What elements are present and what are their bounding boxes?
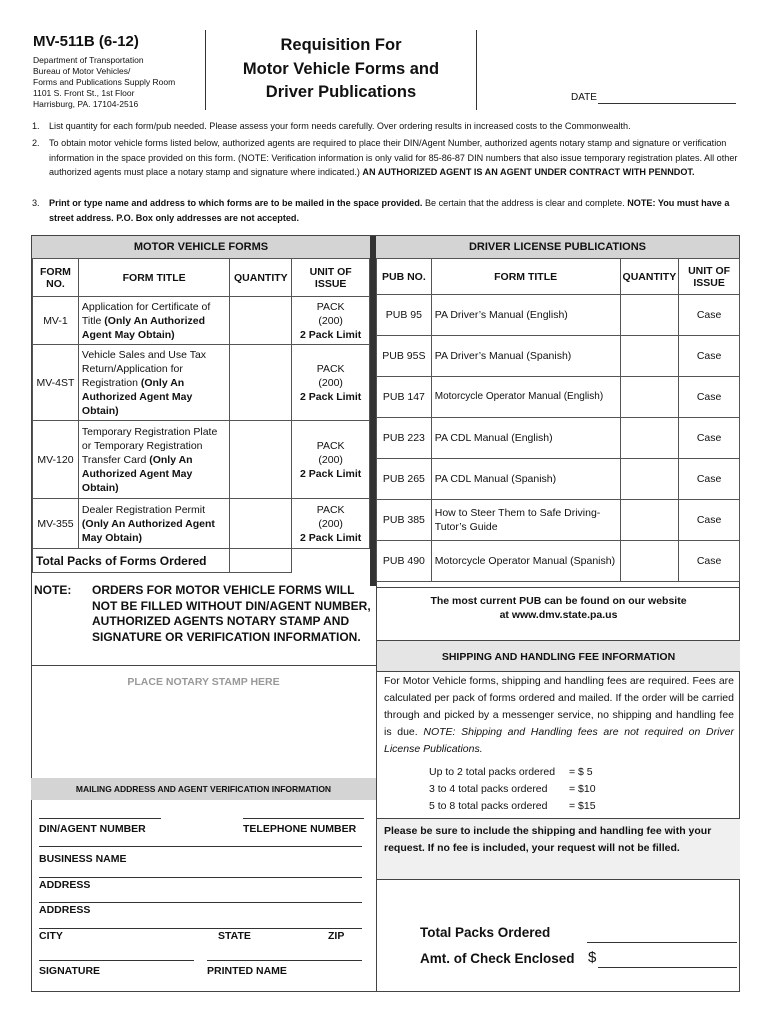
- instruction-text: Be certain that the address is clear and complete.: [424, 198, 625, 208]
- shipping-heading: SHIPPING AND HANDLING FEE INFORMATION: [377, 640, 740, 672]
- unit-value: (200): [318, 517, 343, 530]
- column-header: UNIT OF ISSUE: [679, 259, 740, 295]
- dept-line: Harrisburg, PA. 17104-2516: [33, 99, 139, 109]
- quantity-input[interactable]: [620, 418, 679, 459]
- form-title-restriction: (Only An Authorized Agent May Obtain): [81, 517, 215, 544]
- instruction-2: [32, 136, 742, 180]
- form-number: MV-511B (6-12): [33, 33, 139, 50]
- unit-value: PACK: [316, 439, 345, 452]
- total-packs-ordered-label: Total Packs Ordered: [420, 925, 551, 940]
- unit-value: PACK: [316, 362, 345, 375]
- pub-number-cell: PUB 147: [377, 377, 432, 418]
- fee-row: [429, 781, 596, 798]
- address-input[interactable]: [39, 902, 362, 903]
- instruction-number: 2.: [32, 138, 40, 148]
- unit-cell: [292, 345, 370, 421]
- dept-line: 1101 S. Front St., 1st Floor: [33, 88, 135, 98]
- shipping-paragraph: [384, 673, 734, 758]
- dept-line: Forms and Publications Supply Room: [33, 77, 176, 87]
- pub-number-cell: PUB 95: [377, 295, 432, 336]
- unit-cell: [292, 421, 370, 499]
- pub-title-cell: How to Steer Them to Safe Driving-Tutor’s Guide: [431, 500, 620, 541]
- instruction-text: To obtain motor vehicle forms listed below, authorized agents are required to place their DIN/Agent Number, authorized agents notary stamp and signature or verification information in the space provided on this form. (NOTE: Verification information is only valid for 85-86-87 DIN numbers that also issue temporary registration plates. All other authorized agents must place a notary stamp and signature where indicated.): [49, 138, 738, 177]
- column-header: QUANTITY: [230, 259, 292, 297]
- divider: [31, 665, 376, 666]
- quantity-input[interactable]: [230, 499, 292, 549]
- date-label: DATE: [571, 92, 597, 103]
- printed-name-input[interactable]: [207, 960, 362, 961]
- business-name-input[interactable]: [39, 877, 362, 878]
- unit-cell: Case: [679, 541, 740, 582]
- total-packs-ordered-input[interactable]: [587, 942, 737, 943]
- title-line: Motor Vehicle Forms and: [242, 59, 440, 78]
- quantity-input[interactable]: [230, 421, 292, 499]
- note-text: ORDERS FOR MOTOR VEHICLE FORMS WILL NOT BE FILLED WITHOUT DIN/AGENT NUMBER, AUTHORIZED AGENTS NOTARY STAMP AND SIGNATURE OR VERIFICATION INFORMATION.: [92, 583, 371, 644]
- quantity-input[interactable]: [620, 459, 679, 500]
- total-packs-label: Total Packs of Forms Ordered: [33, 549, 230, 573]
- unit-value: PACK: [316, 300, 345, 313]
- driver-publications-table: [376, 258, 740, 582]
- title-line: Requisition For: [280, 36, 402, 54]
- column-header: FORM NO.: [33, 259, 79, 297]
- unit-cell: Case: [679, 500, 740, 541]
- quantity-input[interactable]: [620, 336, 679, 377]
- column-header: QUANTITY: [620, 259, 679, 295]
- form-title-cell: [78, 421, 229, 499]
- table-row: [377, 295, 740, 336]
- instruction-number: 3.: [32, 198, 40, 208]
- website-notice: [377, 587, 740, 637]
- business-name-label: BUSINESS NAME: [39, 853, 127, 865]
- pub-number-cell: PUB 490: [377, 541, 432, 582]
- form-title-cell: [78, 499, 229, 549]
- pub-number-cell: PUB 95S: [377, 336, 432, 377]
- fee-amount: = $ 5: [569, 766, 593, 778]
- fee-amount: = $15: [569, 800, 596, 812]
- form-number-cell: MV-1: [33, 297, 79, 345]
- instruction-1: [32, 119, 742, 134]
- column-header: PUB NO.: [377, 259, 432, 295]
- motor-vehicle-forms-heading: MOTOR VEHICLE FORMS: [32, 236, 370, 258]
- unit-cell: Case: [679, 459, 740, 500]
- form-title-cell: [78, 345, 229, 421]
- note-label: NOTE:: [34, 583, 72, 597]
- address-label: ADDRESS: [39, 879, 91, 891]
- form-title-restriction: (Only An Authorized Agent May Obtain): [81, 376, 193, 417]
- instruction-bold: NOTE: You must have a street address. P.O. Box only addresses are not accepted.: [49, 198, 730, 223]
- unit-cell: [292, 297, 370, 345]
- state-label: STATE: [218, 930, 251, 942]
- pub-title-cell: PA CDL Manual (English): [431, 418, 620, 459]
- department-address: [33, 55, 175, 110]
- unit-limit: 2 Pack Limit: [300, 467, 362, 480]
- form-title: Vehicle Sales and Use Tax Return/Application for Registration: [81, 348, 207, 389]
- form-number-cell: MV-120: [33, 421, 79, 499]
- column-header: UNIT OF ISSUE: [292, 259, 370, 297]
- website-line: The most current PUB can be found on our website: [430, 595, 687, 607]
- unit-limit: 2 Pack Limit: [300, 390, 362, 403]
- quantity-input[interactable]: [230, 345, 292, 421]
- zip-label: ZIP: [328, 930, 345, 942]
- form-number-cell: MV-4ST: [33, 345, 79, 421]
- dept-line: Bureau of Motor Vehicles/: [33, 66, 131, 76]
- quantity-input[interactable]: [620, 500, 679, 541]
- fee-range: 5 to 8 total packs ordered: [429, 800, 548, 812]
- pub-number-cell: PUB 223: [377, 418, 432, 459]
- fee-range: 3 to 4 total packs ordered: [429, 783, 548, 795]
- table-row: [377, 541, 740, 582]
- column-header: FORM TITLE: [78, 259, 229, 297]
- dollar-sign: $: [588, 949, 597, 966]
- fee-row: [429, 798, 596, 815]
- unit-limit: 2 Pack Limit: [300, 531, 362, 544]
- table-row: [33, 499, 370, 549]
- driver-publications-heading: DRIVER LICENSE PUBLICATIONS: [376, 236, 739, 258]
- shipping-text: For Motor Vehicle forms, shipping and handling fees are required. Fees are calculated per pack of forms ordered and mailed. If the order will be carried through and picked by a messenger service, no shipping and handling fee is due.: [384, 675, 734, 738]
- unit-cell: Case: [679, 377, 740, 418]
- date-field[interactable]: [598, 103, 736, 104]
- quantity-input[interactable]: [620, 295, 679, 336]
- pub-title-cell: Motorcycle Operator Manual (English): [431, 377, 620, 418]
- table-row: [33, 421, 370, 499]
- orders-note: [34, 583, 372, 645]
- din-agent-label: DIN/AGENT NUMBER: [39, 823, 146, 835]
- unit-value: (200): [318, 314, 343, 327]
- empty-cell: [292, 549, 370, 573]
- unit-limit: 2 Pack Limit: [300, 328, 362, 341]
- quantity-input[interactable]: [620, 541, 679, 582]
- pub-number-cell: PUB 265: [377, 459, 432, 500]
- website-line: at www.dmv.state.pa.us: [499, 609, 618, 621]
- unit-cell: [292, 499, 370, 549]
- pub-number-cell: PUB 385: [377, 500, 432, 541]
- fee-row: [429, 764, 596, 781]
- signature-label: SIGNATURE: [39, 965, 101, 977]
- table-row: [377, 418, 740, 459]
- instruction-text: List quantity for each form/pub needed. Please assess your form needs carefully. Over ordering results in increased costs to the Commonwealth.: [49, 121, 631, 131]
- unit-cell: Case: [679, 418, 740, 459]
- fee-amount: = $10: [569, 783, 596, 795]
- pub-title-cell: PA CDL Manual (Spanish): [431, 459, 620, 500]
- signature-input[interactable]: [39, 960, 194, 961]
- form-title-cell: [78, 297, 229, 345]
- unit-cell: Case: [679, 295, 740, 336]
- divider: [39, 846, 362, 847]
- table-row: [377, 377, 740, 418]
- pub-title-cell: PA Driver’s Manual (English): [431, 295, 620, 336]
- motor-vehicle-forms-table: [32, 258, 370, 573]
- instruction-bold: Print or type name and address to which forms are to be mailed in the space provided.: [49, 198, 423, 208]
- form-title: Temporary Registration Plate or Temporary Registration Transfer Card: [81, 425, 218, 466]
- page-title: [210, 34, 472, 105]
- table-row: [377, 500, 740, 541]
- form-title-restriction: (Only An Authorized Agent May Obtain): [81, 314, 205, 341]
- table-row: [377, 459, 740, 500]
- address-input[interactable]: [39, 928, 362, 929]
- fee-reminder: Please be sure to include the shipping and handling fee with your request. If no fee is included, your request will not be filled.: [377, 818, 740, 880]
- telephone-label: TELEPHONE NUMBER: [243, 823, 357, 835]
- table-row: [33, 297, 370, 345]
- city-label: CITY: [39, 930, 63, 942]
- table-row: [377, 336, 740, 377]
- telephone-input[interactable]: [243, 818, 364, 819]
- total-row: [33, 549, 370, 573]
- quantity-input[interactable]: [230, 297, 292, 345]
- instruction-bold: AN AUTHORIZED AGENT IS AN AGENT UNDER CONTRACT WITH PENNDOT.: [362, 167, 695, 177]
- check-amount-label: Amt. of Check Enclosed: [420, 951, 575, 966]
- fee-range: Up to 2 total packs ordered: [429, 766, 556, 778]
- unit-value: (200): [318, 376, 343, 389]
- mailing-heading: MAILING ADDRESS AND AGENT VERIFICATION INFORMATION: [31, 778, 376, 800]
- address-label: ADDRESS: [39, 904, 91, 916]
- header-divider: [205, 30, 206, 110]
- pub-title-cell: Motorcycle Operator Manual (Spanish): [431, 541, 620, 582]
- form-number-cell: MV-355: [33, 499, 79, 549]
- form-title: Application for Certificate of Title: [81, 300, 211, 327]
- notary-stamp-area: PLACE NOTARY STAMP HERE: [127, 676, 280, 688]
- pub-title-cell: PA Driver’s Manual (Spanish): [431, 336, 620, 377]
- header-divider: [476, 30, 477, 110]
- quantity-input[interactable]: [620, 377, 679, 418]
- title-line: Driver Publications: [265, 83, 417, 101]
- din-agent-input[interactable]: [39, 818, 161, 819]
- fee-schedule: [429, 764, 596, 815]
- unit-cell: Case: [679, 336, 740, 377]
- form-title-restriction: (Only An Authorized Agent May Obtain): [81, 453, 193, 494]
- total-packs-input[interactable]: [230, 549, 292, 573]
- form-title: Dealer Registration Permit: [81, 503, 206, 516]
- table-row: [33, 345, 370, 421]
- column-header: FORM TITLE: [431, 259, 620, 295]
- instruction-3: [32, 196, 742, 225]
- unit-value: PACK: [316, 503, 345, 516]
- instruction-number: 1.: [32, 121, 40, 131]
- shipping-note: NOTE: Shipping and Handling fees are not required on Driver License Publications.: [384, 726, 735, 755]
- printed-name-label: PRINTED NAME: [207, 965, 287, 977]
- dept-line: Department of Transportation: [33, 55, 144, 65]
- check-amount-input[interactable]: [598, 967, 737, 968]
- unit-value: (200): [318, 453, 343, 466]
